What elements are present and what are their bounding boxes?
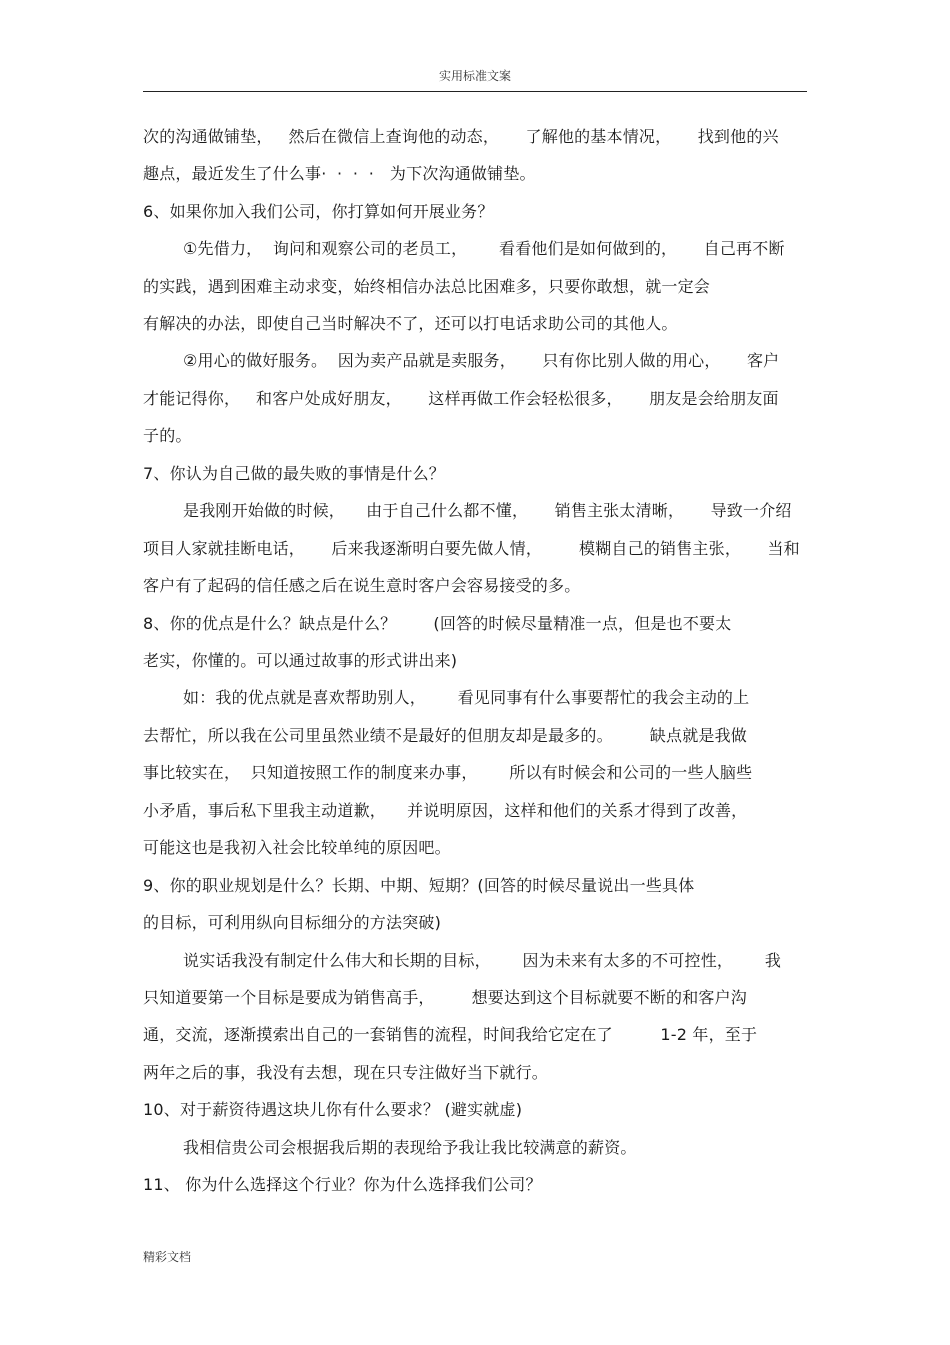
text-line: 客户有了起码的信任感之后在说生意时客户会容易接受的多。 <box>143 576 581 595</box>
text-line: ②用心的做好服务。 因为卖产品就是卖服务， 只有你比别人做的用心， 客户 <box>183 351 780 370</box>
text-line: 两年之后的事，我没有去想，现在只专注做好当下就行。 <box>143 1063 549 1082</box>
text-line: 如：我的优点就是喜欢帮助别人， 看见同事有什么事要帮忙的我会主动的上 <box>183 688 750 707</box>
question-6: 6、如果你加入我们公司，你打算如何开展业务？ <box>143 202 494 221</box>
text-line: 的实践，遇到困难主动求变，始终相信办法总比困难多，只要你敢想，就一定会 <box>143 277 711 296</box>
question-9: 9、你的职业规划是什么？长期、中期、短期？(回答的时候尽量说出一些具体 <box>143 876 695 895</box>
text-line: 小矛盾，事后私下里我主动道歉， 并说明原因，这样和他们的关系才得到了改善， <box>143 801 748 820</box>
text-line: 项目人家就挂断电话， 后来我逐渐明白要先做人情， 模糊自己的销售主张， 当和 <box>143 539 800 558</box>
question-7: 7、你认为自己做的最失败的事情是什么？ <box>143 464 445 483</box>
page-header: 实用标准文案 <box>438 69 511 83</box>
page-footer: 精彩文档 <box>143 1250 192 1264</box>
text-line: 老实，你懂的。可以通过故事的形式讲出来) <box>143 651 458 670</box>
text-line: 趣点，最近发生了什么事· · · · 为下次沟通做铺垫。 <box>143 164 536 183</box>
question-10: 10、对于薪资待遇这块儿你有什么要求？ (避实就虚) <box>143 1100 523 1119</box>
text-line: ①先借力， 询问和观察公司的老员工， 看看他们是如何做到的， 自己再不断 <box>183 239 785 258</box>
text-line: 去帮忙，所以我在公司里虽然业绩不是最好的但朋友却是最多的。 缺点就是我做 <box>143 726 748 745</box>
text-line: 可能这也是我初入社会比较单纯的原因吧。 <box>143 838 451 857</box>
text-line: 只知道要第一个目标是要成为销售高手， 想要达到这个目标就要不断的和客户沟 <box>143 988 748 1007</box>
question-8: 8、你的优点是什么？缺点是什么？ (回答的时候尽量精准一点，但是也不要太 <box>143 614 732 633</box>
text-line: 子的。 <box>143 426 192 445</box>
text-line: 是我刚开始做的时候， 由于自己什么都不懂， 销售主张太清晰， 导致一介绍 <box>183 501 792 520</box>
text-line: 事比较实在， 只知道按照工作的制度来办事， 所以有时候会和公司的一些人脑些 <box>143 763 753 782</box>
text-line: 的目标，可利用纵向目标细分的方法突破) <box>143 913 442 932</box>
text-line: 说实话我没有制定什么伟大和长期的目标， 因为未来有太多的不可控性， 我 <box>183 951 782 970</box>
text-line: 我相信贵公司会根据我后期的表现给予我让我比较满意的薪资。 <box>183 1138 637 1157</box>
text-line: 有解决的办法，即使自己当时解决不了，还可以打电话求助公司的其他人。 <box>143 314 678 333</box>
text-line: 通，交流，逐渐摸索出自己的一套销售的流程，时间我给它定在了 1-2 年，至于 <box>143 1025 758 1044</box>
question-11: 11、 你为什么选择这个行业？你为什么选择我们公司？ <box>143 1175 542 1194</box>
text-line: 才能记得你， 和客户处成好朋友， 这样再做工作会轻松很多， 朋友是会给朋友面 <box>143 389 779 408</box>
header-divider <box>143 91 807 92</box>
text-line: 次的沟通做铺垫， 然后在微信上查询他的动态， 了解他的基本情况， 找到他的兴 <box>143 127 779 146</box>
